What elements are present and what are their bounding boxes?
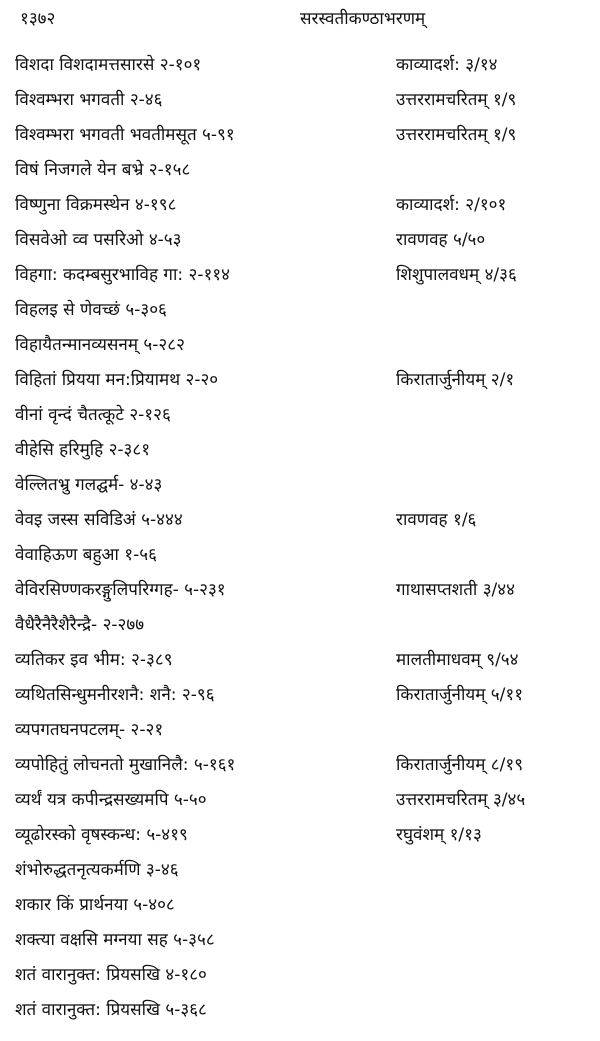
source-reference: काव्यादर्श: ३/१४: [396, 55, 498, 75]
source-reference: रावणवह ५/५०: [396, 230, 486, 250]
source-reference: किरातार्जुनीयम् २/१: [396, 370, 515, 390]
source-reference: शिशुपालवधम् ४/३६: [396, 265, 517, 285]
verse-citation: वीहेसि हरिमुहि २-३८१: [15, 440, 151, 460]
verse-citation: शकार किं प्रार्थनया ५-४०८: [15, 895, 175, 915]
verse-index-list: [0, 52, 600, 1032]
verse-citation: विश्वम्भरा भगवती भवतीमसूत ५-९१: [15, 125, 235, 145]
index-entry: [0, 367, 600, 402]
source-reference: उत्तररामचरितम् १/९: [396, 90, 517, 110]
source-reference: उत्तररामचरितम् १/९: [396, 125, 517, 145]
verse-citation: वैधैरैनैरैशैरैन्द्रै- २-२७७: [15, 615, 145, 635]
verse-citation: विहितां प्रियया मन:प्रियामथ २-२०: [15, 370, 219, 390]
index-entry: [0, 682, 600, 717]
page-number: १३७२: [20, 9, 56, 29]
index-entry: [0, 822, 600, 857]
verse-citation: विहलइ से णेवच्छं ५-३०६: [15, 300, 167, 320]
verse-citation: विशदा विशदामत्तसारसे २-१०१: [15, 55, 202, 75]
verse-citation: वेल्लितभ्रु गलद्घर्म- ४-४३: [15, 475, 163, 495]
verse-citation: शंभोरुद्धतनृत्यकर्मणि ३-४६: [15, 860, 179, 880]
running-title: सरस्वतीकण्ठाभरणम्: [300, 9, 426, 29]
index-entry: [0, 472, 600, 507]
verse-citation: विसवेओ व्व पसरिओ ४-५३: [15, 230, 182, 250]
verse-citation: शक्त्या वक्षसि मग्नया सह ५-३५८: [15, 930, 215, 950]
source-reference: किरातार्जुनीयम् ८/१९: [396, 755, 524, 775]
index-entry: [0, 437, 600, 472]
index-entry: [0, 892, 600, 927]
index-entry: [0, 87, 600, 122]
verse-citation: शतं वारानुक्त: प्रियसखि ४-१८०: [15, 965, 207, 985]
index-entry: [0, 962, 600, 997]
verse-citation: व्यूढोरस्को वृषस्कन्ध: ५-४१९: [15, 825, 188, 845]
index-entry: [0, 52, 600, 87]
index-entry: [0, 717, 600, 752]
index-entry: [0, 297, 600, 332]
index-entry: [0, 612, 600, 647]
index-entry: [0, 752, 600, 787]
verse-citation: वीनां वृन्दं चैतत्कूटे २-१२६: [15, 405, 171, 425]
verse-citation: व्यपोहितुं लोचनतो मुखानिलै: ५-१६१: [15, 755, 236, 775]
verse-citation: व्यर्थं यत्र कपीन्द्रसख्यमपि ५-५०: [15, 790, 207, 810]
source-reference: उत्तररामचरितम् ३/४५: [396, 790, 526, 810]
index-entry: [0, 542, 600, 577]
index-entry: [0, 262, 600, 297]
index-entry: [0, 227, 600, 262]
verse-citation: व्यतिकर इव भीम: २-३८९: [15, 650, 173, 670]
verse-citation: वेविरसिण्णकरङ्गुलिपरिग्गह- ५-२३१: [15, 580, 226, 600]
verse-citation: विहायैतन्मानव्यसनम् ५-२८२: [15, 335, 185, 355]
verse-citation: शतं वारानुक्त: प्रियसखि ५-३६८: [15, 1000, 207, 1020]
verse-citation: विष्णुना विक्रमस्थेन ४-१९८: [15, 195, 177, 215]
index-entry: [0, 927, 600, 962]
index-entry: [0, 402, 600, 437]
verse-citation: विहगा: कदम्बसुरभाविह गा: २-११४: [15, 265, 230, 285]
index-entry: [0, 857, 600, 892]
verse-citation: विषं निजगले येन बभ्रे २-१५८: [15, 160, 191, 180]
index-entry: [0, 997, 600, 1032]
index-entry: [0, 787, 600, 822]
index-entry: [0, 122, 600, 157]
index-entry: [0, 192, 600, 227]
source-reference: काव्यादर्श: २/१०१: [396, 195, 507, 215]
index-entry: [0, 332, 600, 367]
verse-citation: व्यथितसिन्धुमनीरशनै: शनै: २-९६: [15, 685, 215, 705]
index-entry: [0, 157, 600, 192]
verse-citation: विश्वम्भरा भगवती २-४६: [15, 90, 163, 110]
index-entry: [0, 507, 600, 542]
index-entry: [0, 577, 600, 612]
source-reference: मालतीमाधवम् ९/५४: [396, 650, 519, 670]
source-reference: किरातार्जुनीयम् ५/११: [396, 685, 524, 705]
source-reference: रघुवंशम् १/१३: [396, 825, 482, 845]
source-reference: रावणवह १/६: [396, 510, 477, 530]
verse-citation: वेवाहिऊण बहुआ १-५६: [15, 545, 157, 565]
verse-citation: व्यपगतघनपटलम्- २-२१: [15, 720, 164, 740]
index-entry: [0, 647, 600, 682]
verse-citation: वेवइ जस्स सविडिअं ५-४४४: [15, 510, 183, 530]
source-reference: गाथासप्तशती ३/४४: [396, 580, 515, 600]
